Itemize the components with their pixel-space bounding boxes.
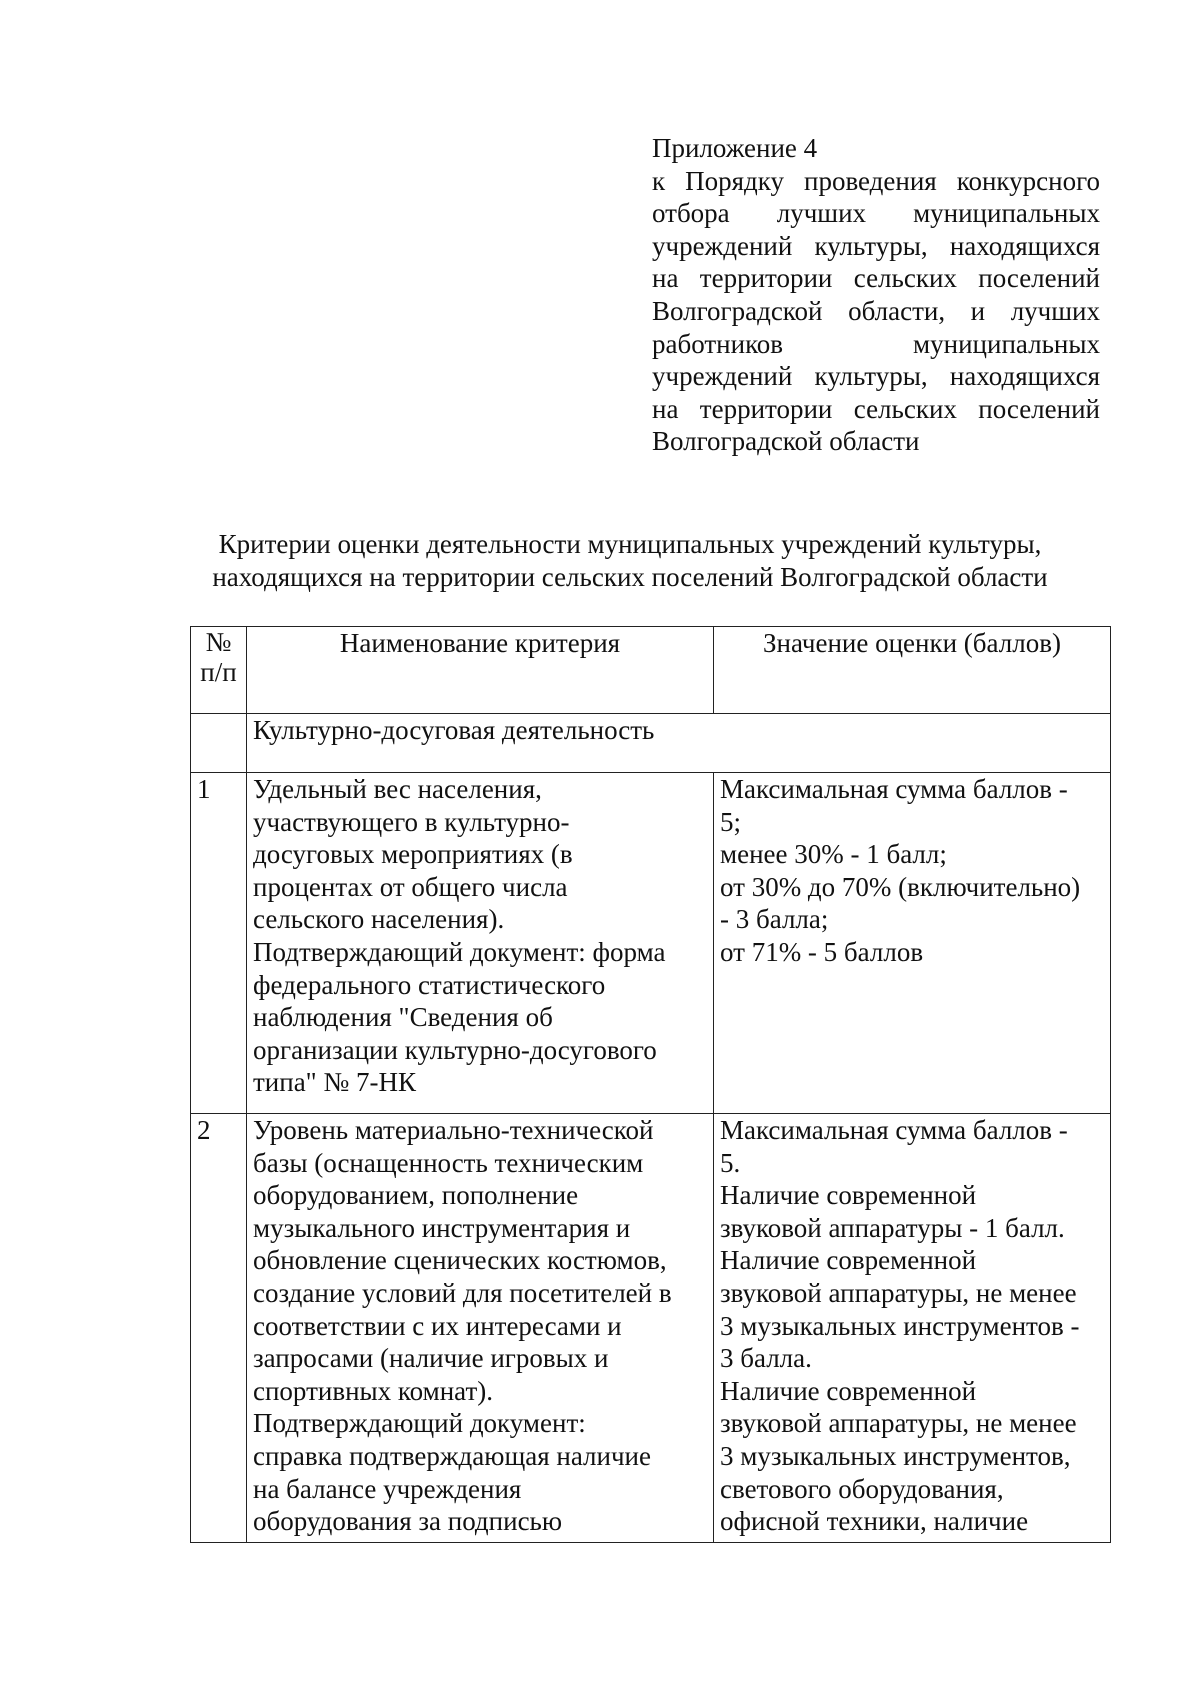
header-score-value: Значение оценки (баллов) — [714, 627, 1111, 714]
header-criterion-name: Наименование критерия — [247, 627, 714, 714]
score-text-line: 3 балла. — [720, 1343, 812, 1374]
section-title: Культурно-досуговая деятельность — [247, 714, 1111, 773]
score-text-line: звуковой аппаратуры, не менее — [720, 1408, 1077, 1439]
criterion-text-line: Удельный вес населения, — [253, 774, 542, 804]
criterion-name — [247, 1114, 714, 1543]
criterion-text-line: организации культурно-досугового — [253, 1034, 657, 1065]
criterion-text-line: Подтверждающий документ: форма — [253, 936, 666, 967]
header-number — [191, 627, 247, 714]
criterion-text-line: процентах от общего числа — [253, 871, 568, 902]
score-text-line: Наличие современной — [720, 1245, 977, 1276]
criterion-text-line: сельского населения). — [253, 904, 505, 935]
criterion-text-line: на балансе учреждения — [253, 1473, 522, 1504]
document-title — [140, 528, 1120, 594]
criterion-text-line: запросами (наличие игровых и — [253, 1343, 609, 1374]
criteria-table — [190, 626, 1111, 1543]
score-text-line: - 3 балла; — [720, 904, 829, 935]
score-text-line: от 71% - 5 баллов — [720, 936, 924, 967]
table-header-row — [191, 627, 1111, 714]
section-empty-cell — [191, 714, 247, 773]
score-text-line: 5; — [720, 806, 742, 837]
score-text-line: Максимальная сумма баллов - — [720, 774, 1068, 804]
row-number: 2 — [191, 1114, 247, 1543]
score-text-line: от 30% до 70% (включительно) — [720, 871, 1081, 902]
criterion-text-line: наблюдения "Сведения об — [253, 1002, 553, 1033]
score-text-line: менее 30% - 1 балл; — [720, 839, 947, 870]
score-text-line: звуковой аппаратуры, не менее — [720, 1277, 1077, 1308]
score-text-line: звуковой аппаратуры - 1 балл. — [720, 1212, 1065, 1243]
criterion-text-line: типа" № 7-НК — [253, 1067, 416, 1098]
criterion-text-line: справка подтверждающая наличие — [253, 1440, 651, 1471]
document-title-line-1: Критерии оценки деятельности муниципальных учреждений культуры, — [218, 529, 1042, 559]
criterion-text-line: Подтверждающий документ: — [253, 1408, 586, 1439]
criterion-text-line: оборудования за подписью — [253, 1506, 563, 1537]
header-number-abbr: п/п — [200, 657, 237, 687]
criterion-text-line: спортивных комнат). — [253, 1375, 494, 1406]
table-section-row — [191, 714, 1111, 773]
criterion-text-line: оборудованием, пополнение — [253, 1180, 579, 1211]
criterion-text-line: создание условий для посетителей в — [253, 1277, 672, 1308]
header-number-symbol: № — [205, 627, 232, 657]
document-title-line-2: находящихся на территории сельских поселений Волгоградской области — [212, 562, 1048, 592]
score-text-line: Максимальная сумма баллов - — [720, 1115, 1068, 1145]
table-row — [191, 1114, 1111, 1543]
score-text-line: 3 музыкальных инструментов, — [720, 1440, 1071, 1471]
score-value — [714, 1114, 1111, 1543]
score-text-line: светового оборудования, — [720, 1473, 1004, 1504]
appendix-title: Приложение 4 — [652, 133, 818, 163]
criterion-name — [247, 773, 714, 1114]
criterion-text-line: обновление сценических костюмов, — [253, 1245, 667, 1276]
table-row — [191, 773, 1111, 1114]
criterion-text-line: досуговых мероприятиях (в — [253, 839, 573, 870]
score-text-line: офисной техники, наличие — [720, 1506, 1029, 1537]
score-text-line: Наличие современной — [720, 1375, 977, 1406]
score-text-line: 5. — [720, 1147, 741, 1178]
criterion-text-line: Уровень материально-технической — [253, 1115, 654, 1145]
score-text-line: 3 музыкальных инструментов - — [720, 1310, 1080, 1341]
score-text-line: Наличие современной — [720, 1180, 977, 1211]
row-number: 1 — [191, 773, 247, 1114]
criterion-text-line: участвующего в культурно- — [253, 806, 570, 837]
criterion-text-line: музыкального инструментария и — [253, 1212, 631, 1243]
criterion-text-line: федерального статистического — [253, 969, 606, 1000]
score-value — [714, 773, 1111, 1114]
criterion-text-line: базы (оснащенность техническим — [253, 1147, 644, 1178]
appendix-reference: к Порядку проведения конкурсного отбора лучших муниципальных учреждений культуры, находящихся на территории сельских поселений Волгоградской области, и лучших работников муниципальных учреждений культуры, находящихся на территории сельских поселений Волгоградской области — [652, 165, 1100, 457]
appendix-header — [652, 132, 1100, 458]
criterion-text-line: соответствии с их интересами и — [253, 1310, 622, 1341]
